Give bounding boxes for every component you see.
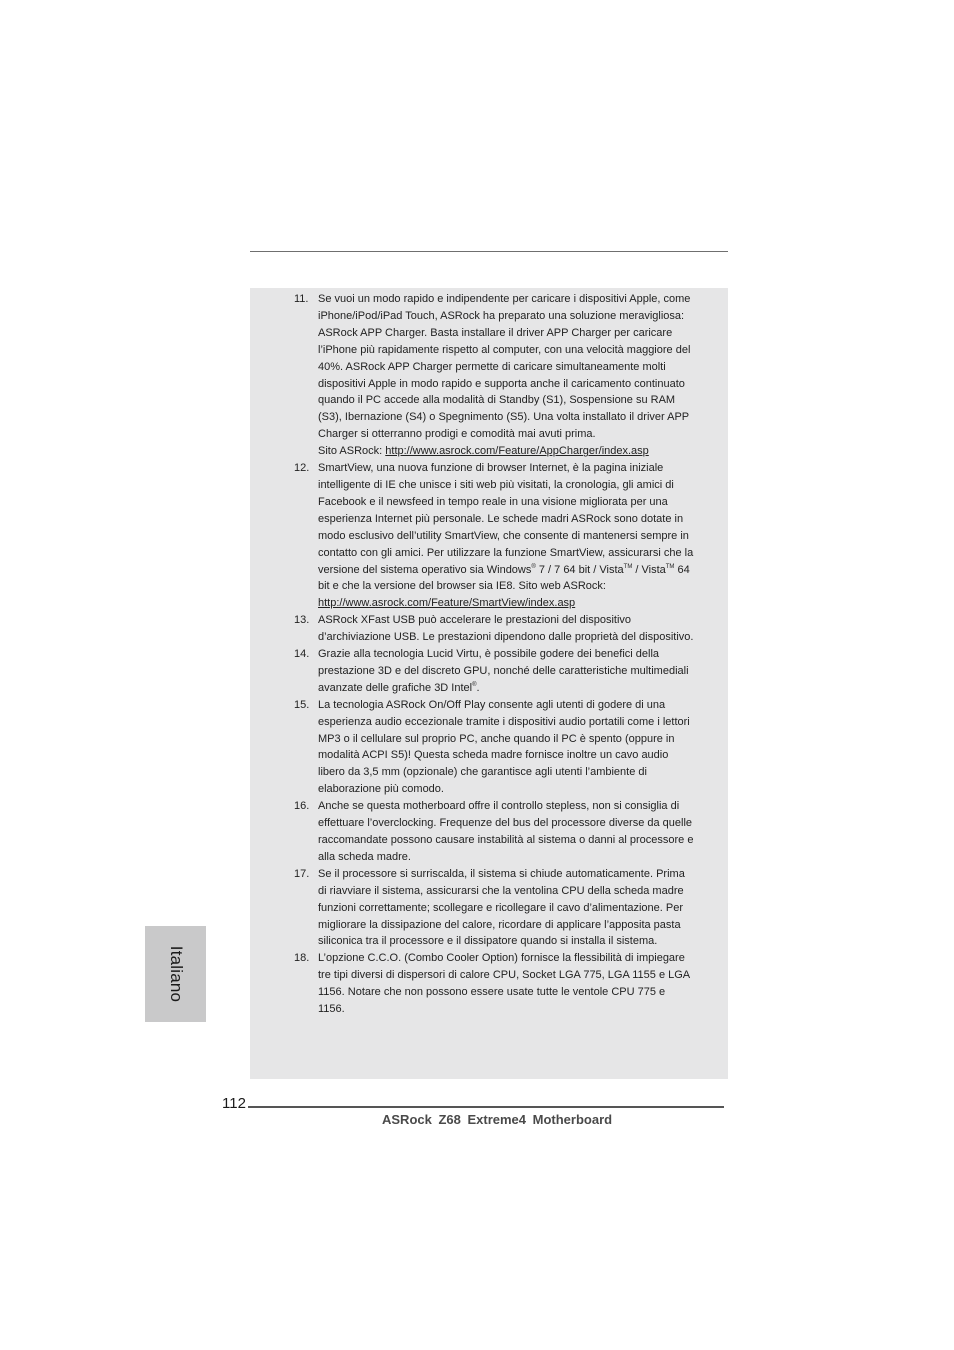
item-text-part: 64 bit e che la versione del browser sia IE8. Sito web ASRock: bbox=[318, 563, 690, 593]
item-number: 17. bbox=[294, 867, 310, 880]
item-number: 11. bbox=[294, 293, 309, 305]
app-charger-link[interactable]: http://www.asrock.com/Feature/AppCharger/index.asp bbox=[385, 445, 649, 458]
list-item bbox=[250, 612, 728, 646]
site-label: Sito ASRock: bbox=[318, 445, 386, 458]
content-box bbox=[250, 288, 728, 1079]
item-number: 18. bbox=[294, 952, 310, 965]
item-text bbox=[318, 646, 694, 697]
trademark-mark: TM bbox=[665, 563, 675, 570]
language-tab bbox=[145, 926, 206, 1022]
item-number: 16. bbox=[294, 800, 310, 813]
item-text-part: Grazie alla tecnologia Lucid Virtu, è possibile godere dei benefici della prestazione 3D e del discreto GPU, nonché delle caratteristiche multimediali avanzate delle grafiche 3D Intel bbox=[318, 648, 689, 694]
item-number: 13. bbox=[294, 614, 310, 627]
page-number: 112 bbox=[222, 1095, 246, 1112]
item-text: ASRock XFast USB può accelerare le prestazioni del dispositivo d’archiviazione USB. Le prestazioni dipendono dalle proprietà del dispositivo. bbox=[318, 614, 694, 644]
item-text bbox=[318, 460, 694, 612]
feature-list bbox=[250, 291, 728, 1018]
item-text-part: . bbox=[476, 681, 480, 694]
item-text-part: / Vista bbox=[632, 563, 666, 576]
list-item bbox=[250, 646, 728, 697]
top-rule bbox=[250, 251, 728, 252]
list-item bbox=[250, 697, 728, 798]
smartview-link[interactable]: http://www.asrock.com/Feature/SmartView/index.asp bbox=[318, 597, 576, 610]
trademark-mark: TM bbox=[623, 563, 633, 570]
item-number: 14. bbox=[294, 648, 310, 661]
item-number: 15. bbox=[294, 698, 310, 711]
item-text: Se vuoi un modo rapido e indipendente per caricare i dispositivi Apple, come iPhone/iPod/iPad Touch, ASRock ha preparato una soluzione meravigliosa: ASRock APP Charger. Basta installare il driver APP Charger per caricare l’iPhone più rapidamente rispetto al computer, con una velocità maggiore del 40%. ASRock APP Charger permette di caricare simultaneamente molti dispositivi Apple in modo rapido e supporta anche il caricamento continuato quando il PC accede alla modalità di Standby (S1), Sospensione su RAM (S3), Ibernazione (S4) o Spegnimento (S5). Una volta installato il driver APP Charger si otterranno prodigi e comodità mai avuti prima. bbox=[318, 293, 691, 441]
item-text: La tecnologia ASRock On/Off Play consente agli utenti di godere di una esperienza audio eccezionale tramite i dispositivi audio portatili come i lettori MP3 o il cellulare sul proprio PC, anche quando il PC è spento (oppure in modalità ACPI S5)! Questa scheda madre fornisce inoltre un cavo audio libero da 3,5 mm (opzionale) che garantisce agli utenti l’ambiente di elaborazione più comodo. bbox=[318, 698, 690, 796]
registered-mark: ® bbox=[472, 681, 477, 688]
footer-title: ASRock Z68 Extreme4 Motherboard bbox=[382, 1112, 613, 1127]
list-item bbox=[250, 291, 728, 460]
item-text: L’opzione C.C.O. (Combo Cooler Option) fornisce la flessibilità di impiegare tre tipi diversi di dispersori di calore CPU, Socket LGA 775, LGA 1155 e LGA 1156. Notare che non possono essere usate tutte le ventole CPU 775 e 1156. bbox=[318, 952, 690, 1016]
item-text: Se il processore si surriscalda, il sistema si chiude automaticamente. Prima di riavviare il sistema, assicurarsi che la ventolina CPU della scheda madre funzioni correttamente; scollegare e ricollegare il cavo d’alimentazione. Per migliorare la dissipazione del calore, ricordare di applicare l’apposita pasta siliconica tra il processore e il dissipatore quando si installa il sistema. bbox=[318, 867, 685, 948]
registered-mark: ® bbox=[531, 563, 536, 570]
list-item bbox=[250, 460, 728, 612]
list-item bbox=[250, 866, 728, 951]
footer-rule bbox=[248, 1106, 724, 1108]
item-site-line bbox=[318, 443, 694, 460]
item-text-part: 7 / 7 64 bit / Vista bbox=[535, 563, 624, 576]
item-number: 12. bbox=[294, 462, 310, 475]
list-item bbox=[250, 798, 728, 866]
language-label: Italiano bbox=[166, 945, 186, 1003]
item-text: Anche se questa motherboard offre il controllo stepless, non si consiglia di effettuare l’overclocking. Frequenze del bus del processore diverse da quelle raccomandate possono causare instabilità al sistema o danni al processore e alla scheda madre. bbox=[318, 800, 694, 863]
list-item bbox=[250, 950, 728, 1018]
item-text-part: SmartView, una nuova funzione di browser Internet, è la pagina iniziale intelligente di IE che unisce i siti web più visitati, la cronologia, gli amici di Facebook e il newsfeed in tempo reale in una visione migliorata per una esperienza Internet più personale. Le schede madri ASRock sono dotate in modo esclusivo dell’utility SmartView, che consente di mantenersi sempre in contatto con gli amici. Per utilizzare la funzione SmartView, assicurarsi che la versione del sistema operativo sia Windows bbox=[318, 462, 694, 576]
